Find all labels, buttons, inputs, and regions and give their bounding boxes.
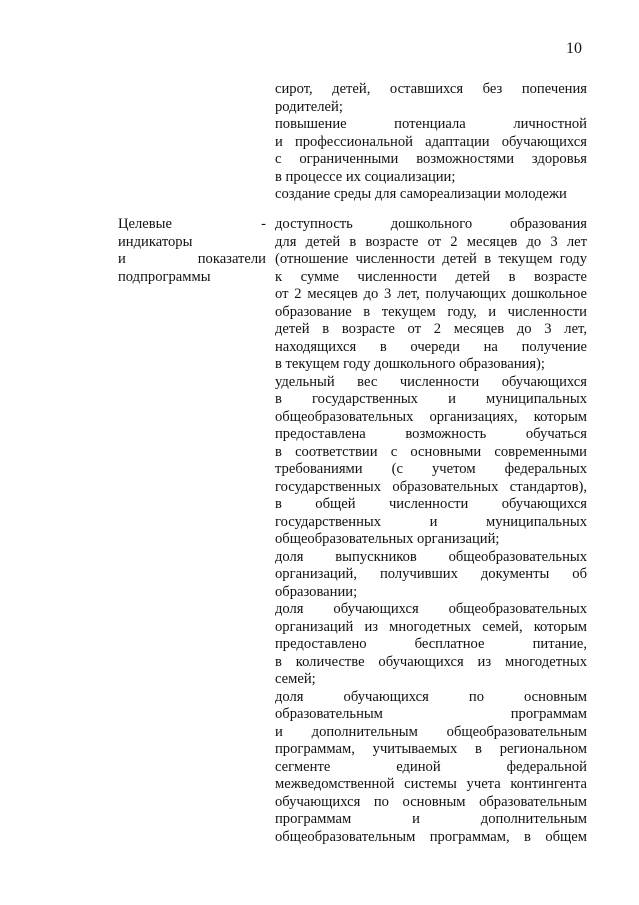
text-line: создание среды для самореализации молодежи (275, 186, 567, 202)
text-line: общеобразовательных организациях, которым (275, 408, 587, 425)
text-line: доля обучающихся по основным (275, 688, 587, 705)
text-line: находящихся в очереди на получение (275, 338, 587, 355)
text-line: предоставлена возможность обучаться (275, 426, 587, 442)
text-line: в государственных и муниципальных (275, 391, 587, 407)
text-line: к сумме численности детей в возрасте (275, 268, 587, 285)
text-line: образовательным программам (275, 706, 587, 722)
text-line: общеобразовательным программам, в общем (275, 828, 587, 845)
text-line: в количестве обучающихся из многодетных (275, 653, 587, 670)
text-line: удельный вес численности обучающихся (275, 373, 587, 390)
text-line: семей; (275, 671, 316, 687)
text-line: (отношение численности детей в текущем году (275, 251, 587, 267)
text-line: доля обучающихся общеобразовательных (275, 601, 587, 617)
text-line: программам, учитываемых в региональном (275, 741, 587, 757)
text-line: подпрограммы (118, 268, 211, 285)
text-line: с ограниченными возможностями здоровья (275, 151, 587, 167)
text-line: общеобразовательных организаций; (275, 531, 500, 547)
text-line: Целевые - (118, 216, 266, 232)
text-line: и профессиональной адаптации обучающихся (275, 133, 587, 150)
text-line: и показатели (118, 251, 266, 267)
text-line: образовании; (275, 583, 358, 600)
page-number: 10 (566, 40, 582, 57)
text-line: государственных и муниципальных (275, 513, 587, 530)
text-line: требованиями (с учетом федеральных (275, 461, 587, 477)
text-line: детей в возрасте от 2 месяцев до 3 лет, (275, 321, 587, 337)
text-line: государственных образовательных стандартов), (275, 478, 587, 495)
text-line: сирот, детей, оставшихся без попечения (275, 81, 587, 97)
text-line: в соответствии с основными современными (275, 443, 587, 460)
text-line: для детей в возрасте от 2 месяцев до 3 лет (275, 233, 587, 250)
text-line: индикаторы (118, 233, 193, 250)
text-line: организаций из многодетных семей, которым (275, 618, 587, 635)
text-line: в общей численности обучающихся (275, 496, 587, 512)
text-line: родителей; (275, 98, 343, 115)
text-line: доступность дошкольного образования (275, 216, 587, 232)
text-line: повышение потенциала личностной (275, 116, 587, 132)
text-line: программам и дополнительным (275, 811, 587, 827)
text-line: сегменте единой федеральной (275, 758, 587, 775)
text-line: доля выпускников общеобразовательных (275, 548, 587, 565)
text-line: предоставлено бесплатное питание, (275, 636, 587, 652)
text-line: организаций, получивших документы об (275, 566, 587, 582)
text-line: в процессе их социализации; (275, 168, 456, 185)
text-line: и дополнительным общеобразовательным (275, 723, 587, 740)
text-line: от 2 месяцев до 3 лет, получающих дошкольное (275, 286, 587, 302)
text-line: в текущем году дошкольного образования); (275, 356, 545, 372)
text-line: межведомственной системы учета контингента (275, 776, 587, 792)
text-line: образование в текущем году, и численности (275, 303, 587, 320)
text-line: обучающихся по основным образовательным (275, 793, 587, 810)
